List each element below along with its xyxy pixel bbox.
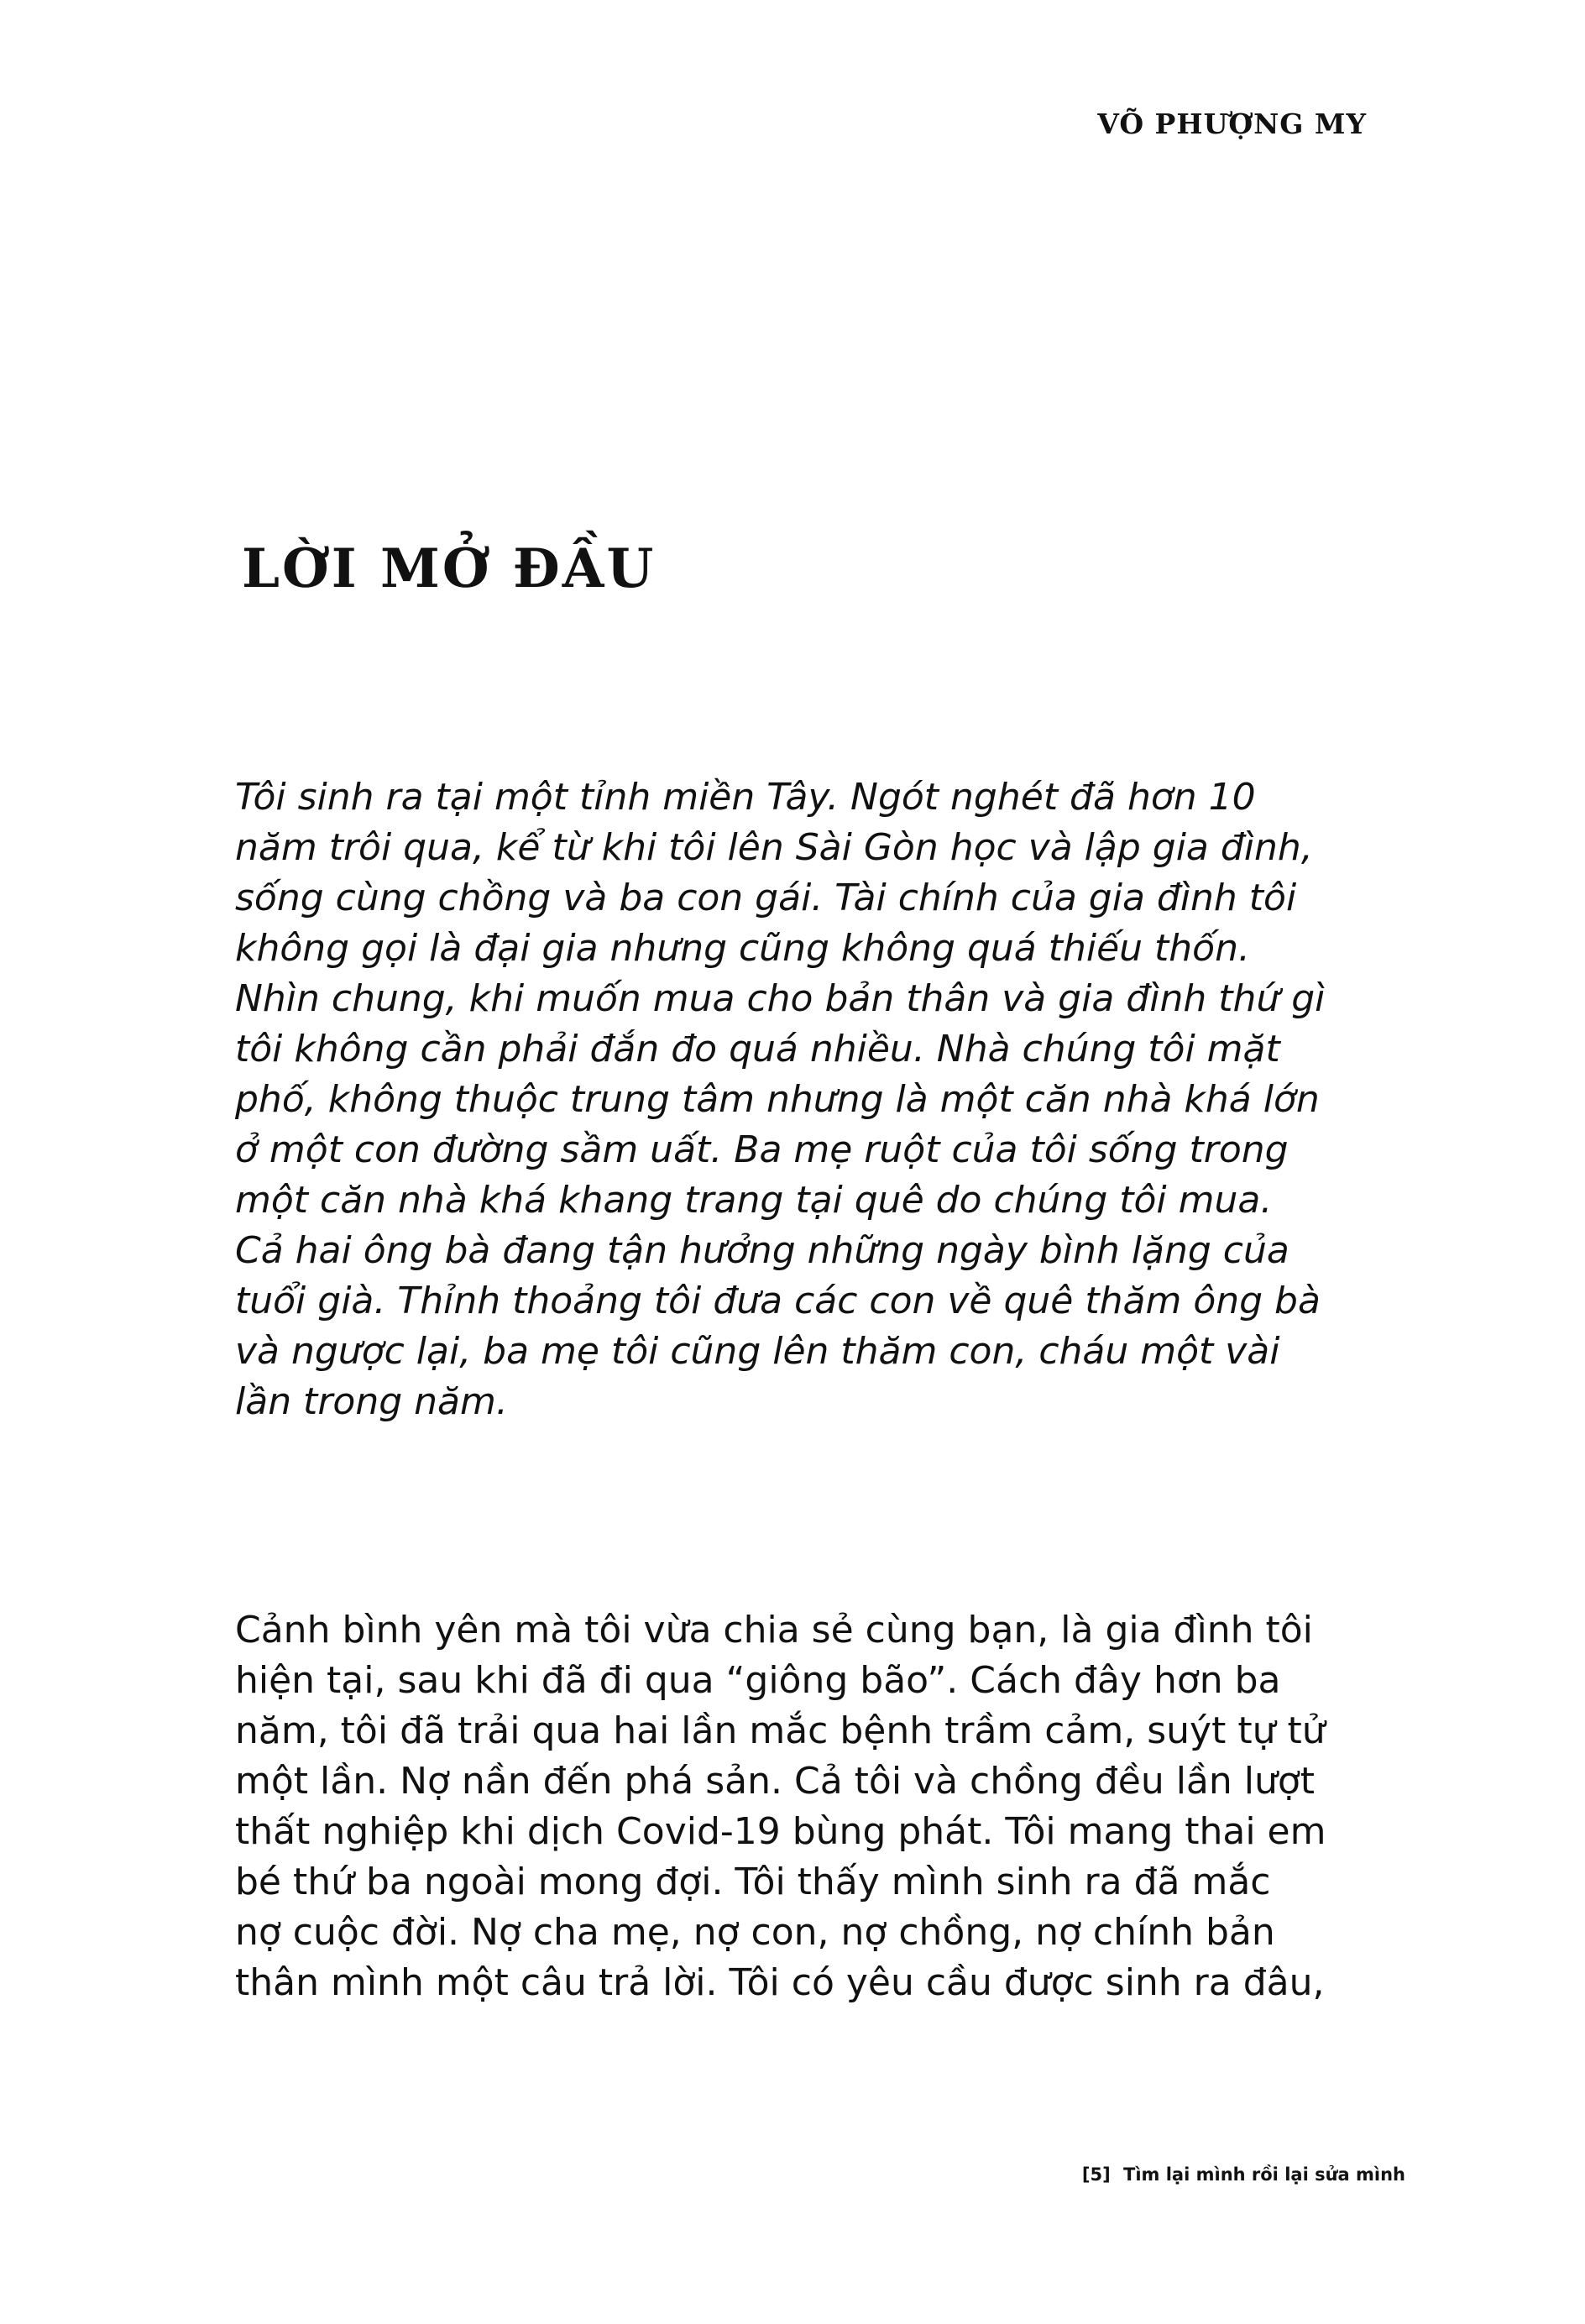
text-line: không gọi là đại gia nhưng cũng không quá thiếu thốn. (235, 927, 1250, 970)
text-line: Cả hai ông bà đang tận hưởng những ngày bình lặng của (235, 1229, 1289, 1272)
text-line: tôi không cần phải đắn đo quá nhiều. Nhà chúng tôi mặt (235, 1028, 1280, 1070)
text-line: Nhìn chung, khi muốn mua cho bản thân và gia đình thứ gì (235, 977, 1326, 1020)
running-head-author: VÕ PHƯỢNG MY (1097, 107, 1367, 140)
text-line: bé thứ ba ngoài mong đợi. Tôi thấy mình sinh ra đã mắc (235, 1861, 1271, 1903)
text-line: sống cùng chồng và ba con gái. Tài chính của gia đình tôi (235, 877, 1297, 919)
text-line: tuổi già. Thỉnh thoảng tôi đưa các con về quê thăm ông bà (235, 1280, 1321, 1322)
text-line: thất nghiệp khi dịch Covid-19 bùng phát. Tôi mang thai em (235, 1810, 1326, 1853)
text-line: thân mình một câu trả lời. Tôi có yêu cầu được sinh ra đâu, (235, 1961, 1325, 2004)
text-line: Tôi sinh ra tại một tỉnh miền Tây. Ngót nghét đã hơn 10 (235, 776, 1256, 819)
text-line: và ngược lại, ba mẹ tôi cũng lên thăm con, cháu một vài (235, 1330, 1280, 1373)
paragraph-2 (235, 1605, 1360, 2008)
paragraph-1 (235, 772, 1360, 1427)
chapter-title: LỜI MỞ ĐẦU (242, 537, 656, 600)
text-line: năm, tôi đã trải qua hai lần mắc bệnh trầm cảm, suýt tự tử (235, 1709, 1326, 1752)
text-line: một căn nhà khá khang trang tại quê do chúng tôi mua. (235, 1179, 1273, 1222)
text-line: một lần. Nợ nần đến phá sản. Cả tôi và chồng đều lần lượt (235, 1760, 1316, 1803)
text-line: phố, không thuộc trung tâm nhưng là một căn nhà khá lớn (235, 1078, 1320, 1121)
text-line: Cảnh bình yên mà tôi vừa chia sẻ cùng bạn, là gia đình tôi (235, 1609, 1313, 1651)
footer-book-title: Tìm lại mình rồi lại sửa mình (1123, 2164, 1405, 2185)
text-line: ở một con đường sầm uất. Ba mẹ ruột của tôi sống trong (235, 1128, 1289, 1171)
text-line: nợ cuộc đời. Nợ cha mẹ, nợ con, nợ chồng, nợ chính bản (235, 1911, 1275, 1954)
page-number: [5] (1081, 2164, 1111, 2185)
text-line: lần trong năm. (235, 1380, 508, 1423)
text-line: năm trôi qua, kể từ khi tôi lên Sài Gòn học và lập gia đình, (235, 826, 1313, 869)
page-footer (1082, 2164, 1405, 2185)
text-line: hiện tại, sau khi đã đi qua “giông bão”. Cách đây hơn ba (235, 1659, 1281, 1702)
